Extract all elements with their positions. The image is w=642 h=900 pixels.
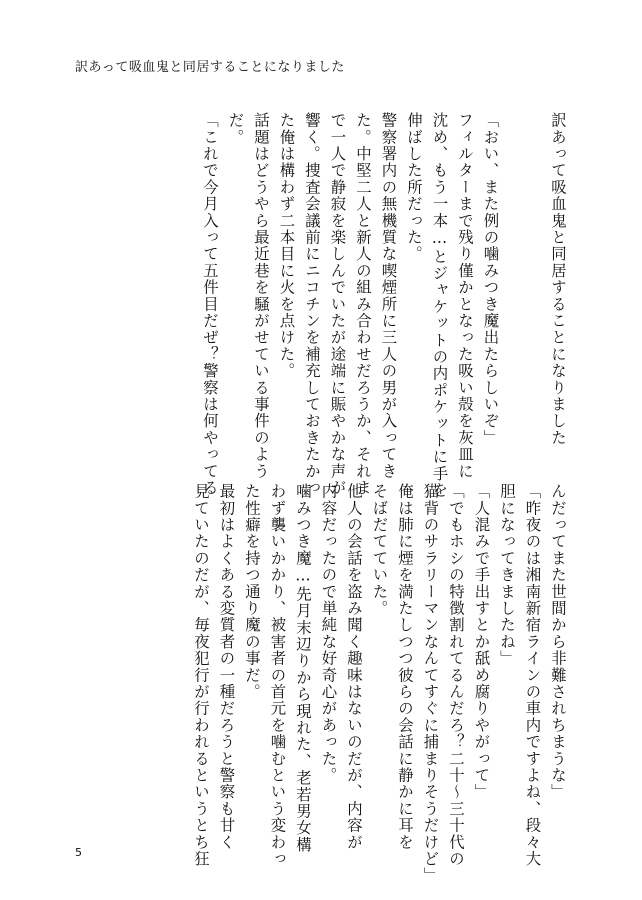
text-line: 最初はよくある変質者の一種だろうと警察も甘く <box>217 483 236 851</box>
text-line: フィルターまで残り僅かとなった吸い殻を灰皿に <box>456 112 474 480</box>
running-header: 訳あって吸血鬼と同居することになりました <box>75 60 345 75</box>
text-line: 沈め、もう一本…とジャケットの内ポケットに手を <box>430 112 449 499</box>
text-line: わず襲いかかり、被害者の首元を噛むという変わっ <box>268 483 287 868</box>
text-line: た。中堅二人と新人の組み合わせだろうか、それま <box>354 112 372 497</box>
text-line: 伸ばした所だった。 <box>405 112 423 263</box>
text-line: そばだてていた。 <box>370 483 389 617</box>
page-number: 5 <box>75 846 82 859</box>
text-line: 内容だったので単純な好奇心があった。 <box>319 483 338 784</box>
text-line: 猫背のサラリーマンなんてすぐに捕まりそうだけど」 <box>421 483 440 884</box>
text-line: 他人の会話を盗み聞く趣味はないのだが、内容が <box>345 483 363 851</box>
text-line: 「これで今月入って五件目だぜ？警察は何やってる <box>201 112 219 497</box>
text-line: 「人混みで手出すとか舐め腐りやがって」 <box>472 483 491 801</box>
text-line: 見ていたのだが、毎夜犯行が行われるというとち狂 <box>192 483 210 868</box>
text-line: た性癖を持つ通り魔の事だ。 <box>243 483 261 701</box>
text-line: 警察署内の無機質な喫煙所に三人の男が入ってき <box>379 112 398 480</box>
text-line: 響く。捜査会議前にニコチンを補充しておきたかっ <box>303 112 321 497</box>
text-line: で一人で静寂を楽しんでいたが途端に賑やかな声が <box>328 112 347 497</box>
text-line: 「でもホシの特徴割れてるんだろ？二十〜三十代の <box>447 483 465 868</box>
text-line: だ。 <box>226 112 245 146</box>
text-line: 「昨夜のは湘南新宿ラインの車内ですよね、段々大 <box>523 483 542 868</box>
text-line: た俺は構わず二本目に火を点けた。 <box>277 112 296 380</box>
upper-text-block <box>197 112 571 499</box>
lower-text-block <box>188 483 571 884</box>
text-line: 話題はどうやら最近巷を騒がせている事件のよう <box>252 112 270 480</box>
text-line: 俺は肺に煙を満たしつつ彼らの会話に静かに耳を <box>396 483 414 851</box>
text-line: 噛みつき魔…先月末辺りから現れた、老若男女構 <box>294 483 312 853</box>
text-line: 胆になってきましたね」 <box>498 483 516 667</box>
text-line: んだってまた世間から非難されちまうな」 <box>549 483 567 801</box>
chapter-title: 訳あって吸血鬼と同居することになりました <box>549 112 567 446</box>
text-line: 「おい、また例の噛みつき魔出たらしいぞ」 <box>481 112 500 446</box>
